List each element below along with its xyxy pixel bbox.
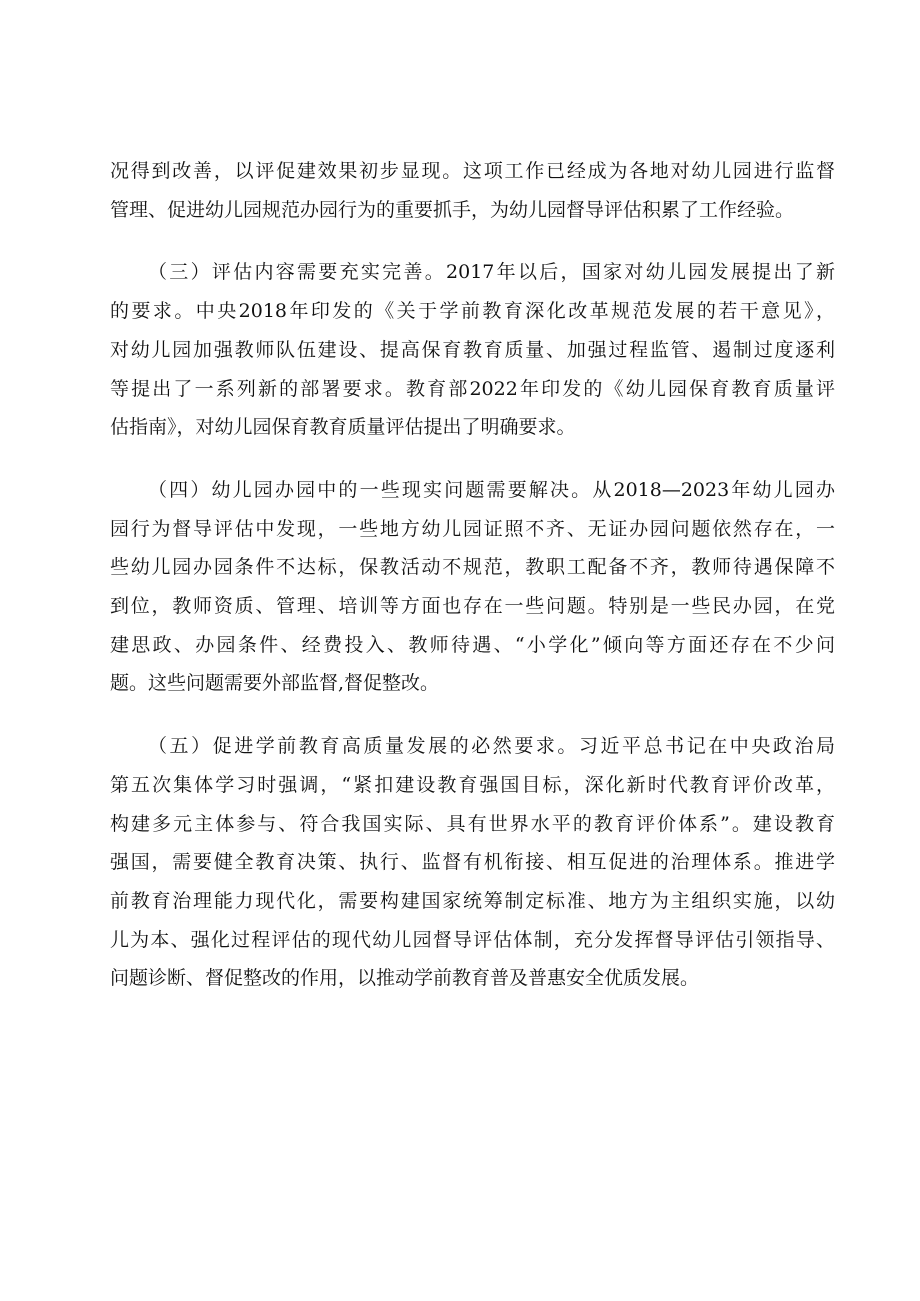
text-line: 前教育治理能力现代化，需要构建国家统筹制定标准、地方为主组织实施，以幼 [110, 889, 835, 912]
text-line: 儿为本、强化过程评估的现代幼儿园督导评估体制，充分发挥督导评估引领指导、 [110, 928, 835, 951]
text-line: 对幼儿园加强教师队伍建设、提高保育教育质量、加强过程监管、遏制过度逐利 [110, 338, 835, 361]
text-line: 到位，教师资质、管理、培训等方面也存在一些问题。特别是一些民办园，在党 [110, 595, 835, 618]
text-line: 题。这些问题需要外部监督,督促整改。 [110, 672, 440, 695]
text-line: 园行为督导评估中发现，一些地方幼儿园证照不齐、无证办园问题依然存在，一 [110, 517, 835, 540]
text-line: 管理、促进幼儿园规范办园行为的重要抓手，为幼儿园督导评估积累了工作经验。 [110, 198, 795, 221]
text-line: （五）促进学前教育高质量发展的必然要求。习近平总书记在中央政治局 [148, 735, 835, 758]
paragraph-evaluation-effect [110, 152, 835, 229]
text-line: （三）评估内容需要充实完善。2017年以后，国家对幼儿园发展提出了新 [148, 261, 835, 284]
text-line: 强国，需要健全教育决策、执行、监督有机衔接、相互促进的治理体系。推进学 [110, 851, 835, 874]
text-line: 第五次集体学习时强调，“紧扣建设教育强国目标，深化新时代教育评价改革， [110, 773, 835, 796]
document-body [110, 152, 835, 1022]
text-line: 等提出了一系列新的部署要求。教育部2022年印发的《幼儿园保育教育质量评 [110, 377, 835, 400]
text-line: 估指南》，对幼儿园保育教育质量评估提出了明确要求。 [110, 416, 576, 439]
paragraph-section-4 [110, 471, 835, 703]
text-line: 况得到改善，以评促建效果初步显现。这项工作已经成为各地对幼儿园进行监督 [110, 160, 835, 182]
text-line: 些幼儿园办园条件不达标，保教活动不规范，教职工配备不齐，教师待遇保障不 [110, 556, 835, 579]
text-line: 的要求。中央2018年印发的《关于学前教育深化改革规范发展的若干意见》， [110, 300, 835, 323]
text-line: 问题诊断、督促整改的作用，以推动学前教育普及普惠安全优质发展。 [110, 967, 700, 990]
text-line: 构建多元主体参与、符合我国实际、具有世界水平的教育评价体系”。建设教育 [110, 812, 835, 835]
paragraph-section-5 [110, 727, 835, 998]
text-line: 建思政、办园条件、经费投入、教师待遇、“小学化”倾向等方面还存在不少问 [110, 633, 835, 656]
text-line: （四）幼儿园办园中的一些现实问题需要解决。从2018—2023年幼儿园办 [148, 478, 835, 501]
paragraph-section-3 [110, 253, 835, 447]
